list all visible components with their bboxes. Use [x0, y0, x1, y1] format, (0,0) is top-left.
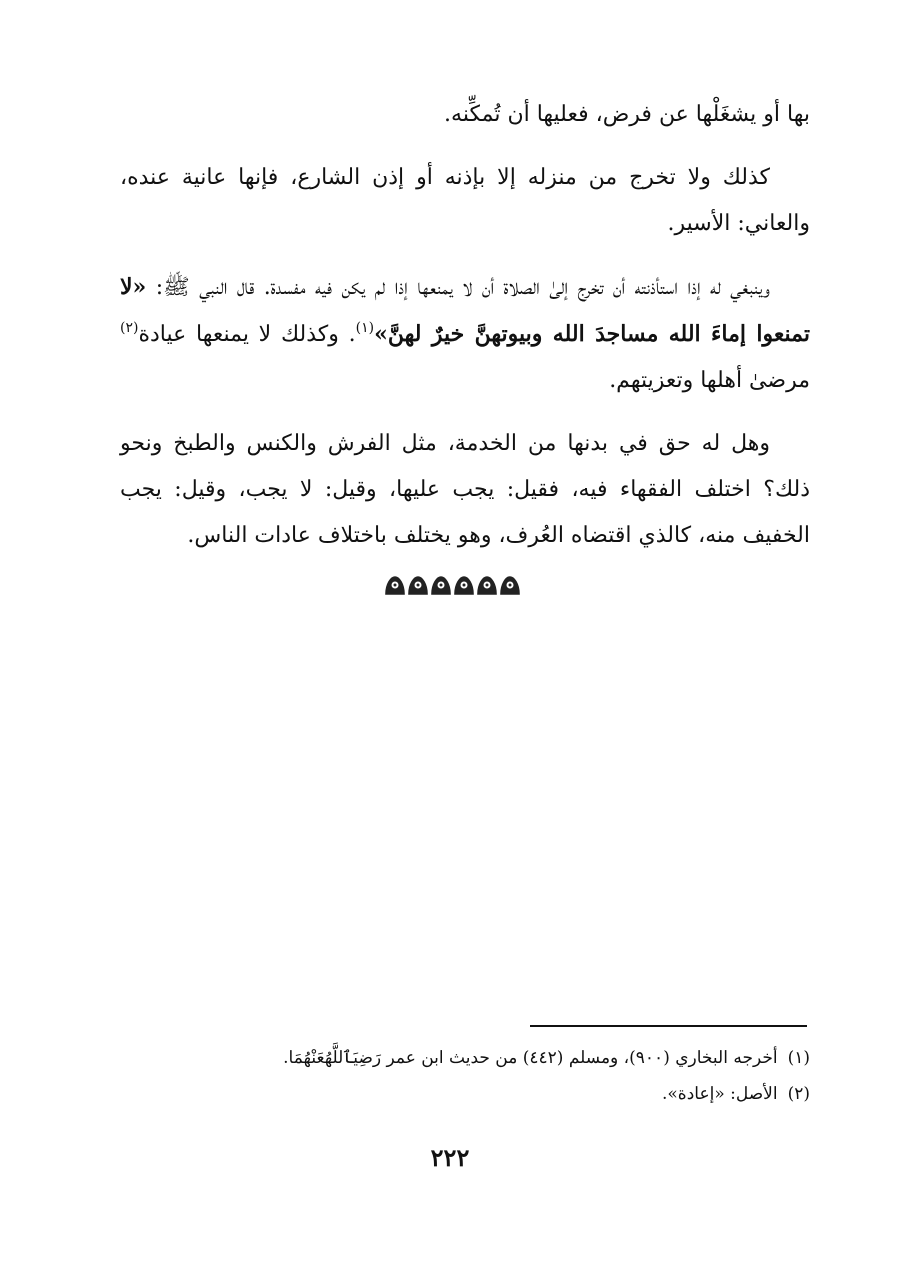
footnotes [120, 1040, 810, 1112]
footnote-divider [530, 1025, 807, 1027]
footnote-1 [120, 1040, 810, 1076]
footnote-ref-2: (٢) [120, 320, 139, 336]
paragraph-2: كذلك ولا تخرج من منزله إلا بإذنه أو إذن الشارع، فإنها عانية عنده، والعاني: الأسير. [120, 165, 810, 236]
footnote-ref-1: (١) [355, 320, 375, 336]
footnote-2 [120, 1076, 810, 1112]
footnote-1-text: أخرجه البخاري (٩٠٠)، ومسلم (٤٤٢) من حديث ابن عمر رَضِيَٱللَّهُعَنْهُمَا. [283, 1048, 778, 1068]
page-number: ٢٢٢ [430, 1143, 470, 1172]
paragraph-3 [120, 264, 810, 404]
footnote-1-number: (١) [787, 1048, 810, 1068]
floral-separator-icon [384, 572, 524, 600]
paragraph-1: بها أو يشغَلْها عن فرض، فعليها أن تُمكِّنه. [444, 102, 810, 127]
footnote-2-text: الأصل: «إعادة». [661, 1084, 778, 1104]
paragraph-3-ending: مرضىٰ أهلها وتعزيتهم. [609, 368, 810, 393]
main-text [120, 92, 810, 576]
footnote-2-number: (٢) [787, 1084, 810, 1104]
paragraph-3-continuation: . وكذلك لا يمنعها عيادة [138, 322, 356, 347]
hadith-quote: «لا تمنعوا إماءَ الله مساجدَ الله وبيوتهنَّ خيرٌ لهنَّ» [120, 274, 810, 347]
paragraph-3-intro: وينبغي له إذا استأذنته أن تخرج إلىٰ الصلاة أن لا يمنعها إذا لم يكن فيه مفسدة. قال النبي ﷺ: [146, 275, 770, 300]
paragraph-4: وهل له حق في بدنها من الخدمة، مثل الفرش والكنس والطبخ ونحو ذلك؟ اختلف الفقهاء فيه، فقيل: يجب عليها، وقيل: لا يجب، وقيل: يجب الخفيف منه، كالذي اقتضاه العُرف، وهو يختلف باختلاف عادات الناس. [120, 431, 810, 548]
